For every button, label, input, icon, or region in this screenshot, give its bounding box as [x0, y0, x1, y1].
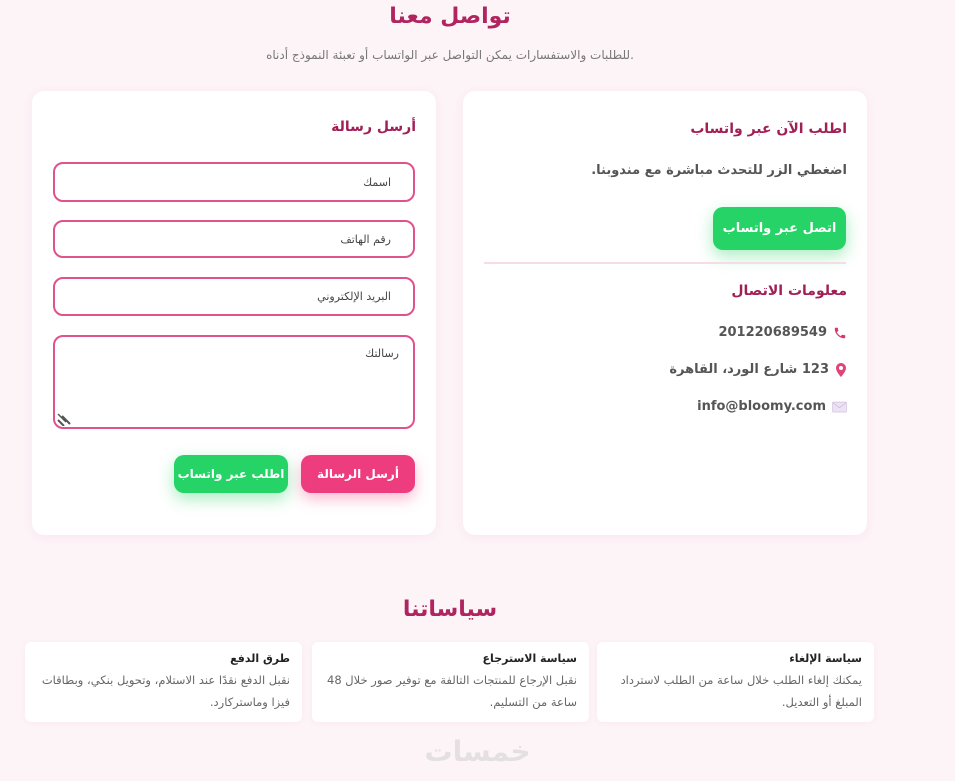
- contact-phone: 201220689549: [718, 325, 827, 340]
- policy-title: سياسة الاسترجاع: [482, 652, 577, 665]
- envelope-icon: [832, 401, 847, 413]
- whatsapp-heading: اطلب الآن عبر واتساب: [690, 121, 847, 137]
- contact-email[interactable]: info@bloomy.com: [697, 399, 826, 414]
- order-whatsapp-button[interactable]: اطلب عبر واتساب: [174, 455, 288, 493]
- contact-address: 123 شارع الورد، القاهرة: [669, 362, 829, 377]
- contact-info-heading: معلومات الاتصال: [731, 283, 847, 299]
- pin-icon: [835, 363, 847, 377]
- page-subtitle: للطلبات والاستفسارات يمكن التواصل عبر الواتساب أو تعبئة النموذج أدناه.: [266, 48, 634, 62]
- name-input[interactable]: [53, 162, 415, 202]
- policy-text: نقبل الدفع نقدًا عند الاستلام، وتحويل بنكي، وبطاقات فيزا وماستركارد.: [41, 673, 290, 709]
- policy-card-return: [312, 642, 589, 722]
- call-whatsapp-button[interactable]: اتصل عبر واتساب: [713, 207, 846, 250]
- message-textarea[interactable]: [53, 335, 415, 429]
- phone-input[interactable]: [53, 220, 415, 258]
- whatsapp-card: [463, 91, 867, 535]
- whatsapp-description: اضغطي الزر للتحدث مباشرة مع مندوبنا.: [591, 163, 847, 178]
- phone-icon: [833, 326, 847, 340]
- policy-text: يمكنك إلغاء الطلب خلال ساعة من الطلب لاسترداد المبلغ أو التعديل.: [620, 673, 862, 709]
- policy-card-cancel: [597, 642, 874, 722]
- policy-text: نقبل الإرجاع للمنتجات التالفة مع توفير صور خلال 48 ساعة من التسليم.: [327, 673, 577, 709]
- contact-address-row: [669, 362, 847, 377]
- contact-email-row: [697, 399, 847, 414]
- send-message-button[interactable]: أرسل الرسالة: [301, 455, 415, 493]
- contact-phone-row: [718, 325, 847, 340]
- resize-grip-icon[interactable]: [56, 410, 72, 426]
- card-divider: [484, 262, 846, 264]
- policy-title: طرق الدفع: [230, 652, 290, 665]
- policies-title: سياساتنا: [402, 597, 498, 622]
- policy-title: سياسة الإلغاء: [789, 652, 862, 665]
- watermark-logo: خمسات: [424, 735, 531, 768]
- email-input[interactable]: [53, 277, 415, 316]
- page-title: تواصل معنا: [389, 4, 511, 29]
- policy-card-payment: [25, 642, 302, 722]
- form-heading: أرسل رسالة: [331, 119, 416, 135]
